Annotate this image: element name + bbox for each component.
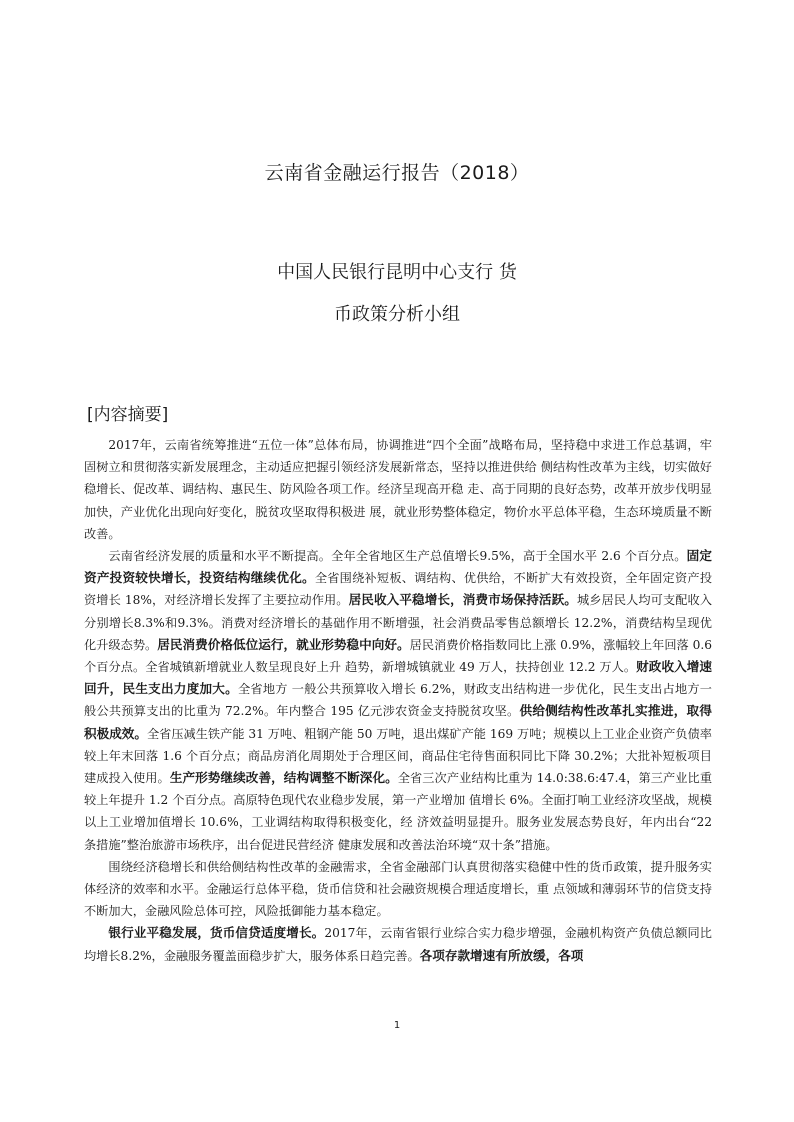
page-number: 1 xyxy=(393,1020,401,1031)
abstract-body xyxy=(84,434,712,967)
highlight-phrase: 各项存款增速有所放缓，各项 xyxy=(419,947,584,963)
paragraph-text: 居民消费价格指数同比上涨 0.9%，涨幅较上年回落 0.6 个百分点。全省城镇新增就业人数呈现良好上升 趋势，新增城镇就业 49 万人，扶持创业 12.2 万人。 xyxy=(84,637,713,675)
paragraph-text: 围绕经济稳增长和供给侧结构性改革的金融需求，全省金融部门认真贯彻落实稳健中性的货币政策，提升服务实体经济的效率和水平。金融运行总体平稳，货币信贷和社会融资规模合理适度增长，重 点领域和薄弱环节的信贷支持不断加大，金融风险总体可控，风险抵御能力基本稳定。 xyxy=(84,859,712,919)
paragraph-text: 全省三次产业结构比重为 14.0:38.6:47.4，第三产业比重较上年提升 1.2 个百分点。高原特色现代农业稳步发展，第一产业增加 值增长 6%。全面打响工业经济攻坚战，规模以上工业增加值增长 10.6%，工业调结构取得积极变化，经 济效益明显提升。服务业发展态势良好，年内出台“22 条措施”整治旅游市场秩序，出台促进民营经济 健康发展和改善法治环境“双十条”措施。 xyxy=(84,771,713,852)
highlight-phrase: 财政收入增速回升，民生支出力度加大。 xyxy=(84,659,713,697)
paragraph-text: 城乡居民人均可支配收入分别增长8.3%和9.3%。消费对经济增长的基础作用不断增强，社会消费品零售总额增长 12.2%，消费结构呈现优化升级态势。 xyxy=(84,593,713,652)
paragraph-text: 全省地方 一般公共预算收入增长 6.2%，财政支出结构进一步优化，民生支出占地方一般公共预算支出的比重为 72.2%。年内整合 195 亿元涉农资金支持脱贫攻坚。 xyxy=(84,682,712,719)
highlight-phrase: 固定资产投资较快增长，投资结构继续优化。 xyxy=(84,548,713,586)
author-org-line-2: 币政策分析小组 xyxy=(334,304,460,325)
paragraph-text: 云南省经济发展的质量和水平不断提高。全年全省地区生产总值增长9.5%，高于全国水平 2.6 个百分点。 xyxy=(108,549,687,564)
highlight-phrase: 银行业平稳发展，货币信贷适度增长。 xyxy=(108,925,325,941)
paragraph-banking xyxy=(84,922,712,966)
highlight-phrase: 供给侧结构性改革扎实推进，取得积极成效。 xyxy=(84,703,712,741)
report-title: 云南省金融运行报告（2018） xyxy=(264,162,530,184)
highlight-phrase: 居民收入平稳增长，消费市场保持活跃。 xyxy=(348,592,577,608)
paragraph-text: 全省围绕补短板、调结构、优供给，不断扩大有效投资，全年固定资产投资增长 18%，对经济增长发挥了主要拉动作用。 xyxy=(84,571,713,608)
abstract-heading: [内容摘要] xyxy=(87,405,169,425)
highlight-phrase: 居民消费价格低位运行，就业形势稳中向好。 xyxy=(157,636,410,652)
paragraph-finance xyxy=(84,856,712,923)
author-org-line-1: 中国人民银行昆明中心支行 货 xyxy=(277,262,517,283)
paragraph-text: 2017年，云南省统筹推进“五位一体”总体布局，协调推进“四个全面”战略布局，坚持稳中求进工作总基调，牢固树立和贯彻落实新发展理念，主动适应把握引领经济发展新常态，坚持以推进供给 侧结构性改革为主线，切实做好稳增长、促改革、调结构、惠民生、防风险各项工作。经济呈现高开稳 走、高于同期的良好态势，改革开放步伐明显加快，产业优化出现向好变化，脱贫攻坚取得积极进 展，就业形势整体稳定，物价水平总体平稳，生态环境质量不断改善。 xyxy=(84,438,712,541)
paragraph-overview xyxy=(84,434,712,545)
paragraph-text: 2017年，云南省银行业综合实力稳步增强，金融机构资产负债总额同比均增长8.2%，金融服务覆盖面稳步扩大，服务体系日趋完善。 xyxy=(84,926,712,963)
author-organization xyxy=(0,252,794,336)
highlight-phrase: 生产形势继续改善，结构调整不断深化。 xyxy=(169,770,398,786)
paragraph-text: 全省压减生铁产能 31 万吨、粗钢产能 50 万吨，退出煤矿产能 169 万吨；规模以上工业企业资产负债率较上年末回落 1.6 个百分点；商品房消化周期处于合理区间，商品住宅待售面积同比下降 30.2%；大批补短板项目建成投入使用。 xyxy=(84,726,712,786)
paragraph-economy xyxy=(84,545,712,856)
